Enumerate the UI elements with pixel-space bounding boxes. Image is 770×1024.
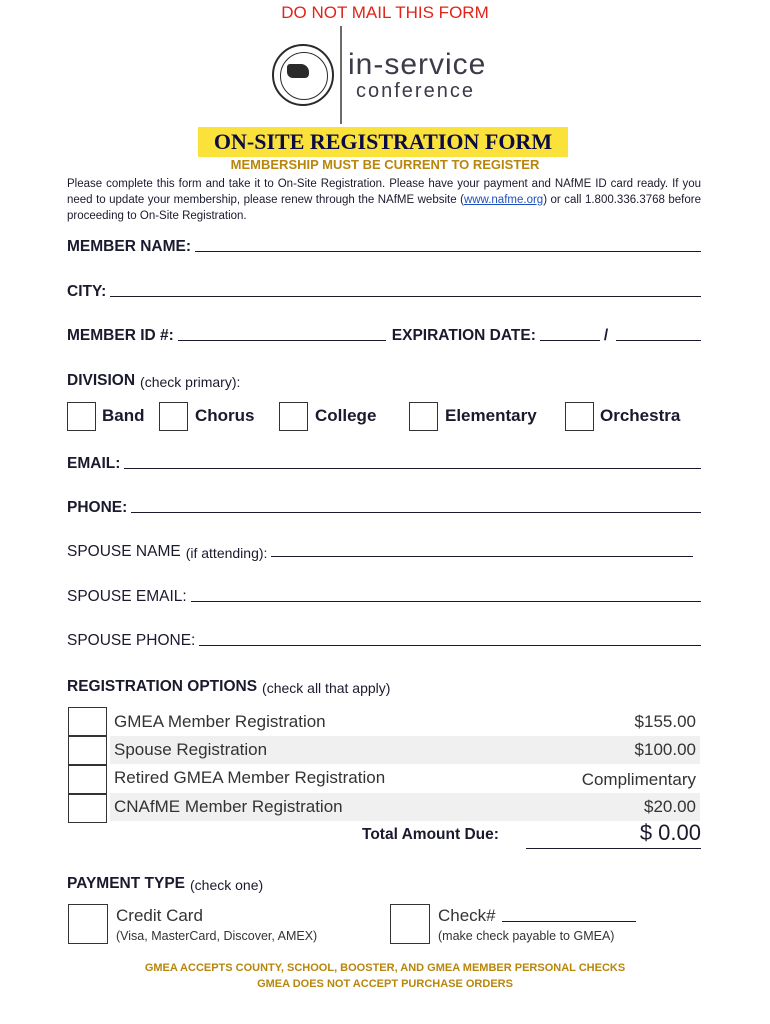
registration-option-label: GMEA Member Registration <box>114 712 326 731</box>
credit-card-checkbox[interactable] <box>68 904 108 944</box>
expiration-month-line[interactable] <box>540 339 600 341</box>
college-label: College <box>315 406 377 425</box>
spouse-phone-field[interactable] <box>67 632 701 650</box>
payment-type-hint: (check one) <box>190 877 264 893</box>
total-amount-field[interactable]: $ 0.00 <box>526 820 701 849</box>
spouse-name-label: SPOUSE NAME <box>67 543 181 560</box>
band-checkbox[interactable] <box>67 402 96 431</box>
member-id-label: MEMBER ID #: <box>67 327 174 344</box>
payment-type-heading <box>67 875 701 893</box>
credit-card-note: (Visa, MasterCard, Discover, AMEX) <box>116 929 318 943</box>
registration-options-heading <box>67 678 701 696</box>
elementary-checkbox[interactable] <box>409 402 438 431</box>
footer-line-2: GMEA DOES NOT ACCEPT PURCHASE ORDERS <box>257 978 513 990</box>
expiration-year-line[interactable] <box>616 339 701 341</box>
gmea-member-registration-checkbox[interactable] <box>68 707 107 736</box>
do-not-mail-warning: DO NOT MAIL THIS FORM <box>281 3 489 22</box>
phone-line[interactable] <box>131 511 701 513</box>
email-field[interactable] <box>67 455 701 473</box>
total-amount-label: Total Amount Due: <box>362 826 499 843</box>
orchestra-checkbox[interactable] <box>565 402 594 431</box>
chorus-checkbox[interactable] <box>159 402 188 431</box>
association-seal-logo <box>272 44 334 106</box>
registration-option-price: Complimentary <box>581 770 696 789</box>
registration-option-price: $100.00 <box>634 740 696 759</box>
check-number-field[interactable] <box>438 906 636 926</box>
logo-subtitle: conference <box>356 80 475 102</box>
member-name-line[interactable] <box>195 250 701 252</box>
registration-option-label: CNAfME Member Registration <box>114 797 343 816</box>
footer-line-1: GMEA ACCEPTS COUNTY, SCHOOL, BOOSTER, AND GMEA MEMBER PERSONAL CHECKS <box>144 962 626 974</box>
check-number-line[interactable] <box>502 920 636 922</box>
georgia-map-icon <box>287 64 309 78</box>
registration-option-row <box>110 764 700 792</box>
member-name-field[interactable] <box>67 238 701 256</box>
city-label: CITY: <box>67 283 107 300</box>
spouse-name-field[interactable] <box>67 543 701 561</box>
division-row <box>67 372 701 390</box>
registration-option-label: Spouse Registration <box>114 740 268 759</box>
phone-field[interactable] <box>67 499 701 517</box>
registration-option-price: $155.00 <box>634 712 696 731</box>
check-note: (make check payable to GMEA) <box>438 929 615 943</box>
check-number-label: Check# <box>438 906 496 925</box>
membership-note: MEMBERSHIP MUST BE CURRENT TO REGISTER <box>230 157 540 172</box>
division-hint: (check primary): <box>140 374 241 390</box>
college-checkbox[interactable] <box>279 402 308 431</box>
chorus-label: Chorus <box>195 406 255 425</box>
form-title: ON-SITE REGISTRATION FORM <box>198 127 568 157</box>
spouse-email-line[interactable] <box>191 600 701 602</box>
elementary-label: Elementary <box>445 406 537 425</box>
member-id-line[interactable] <box>178 339 386 341</box>
spouse-phone-line[interactable] <box>199 644 701 646</box>
band-label: Band <box>102 406 145 425</box>
spouse-phone-label: SPOUSE PHONE: <box>67 632 196 649</box>
nafme-link[interactable]: www.nafme.org <box>463 194 544 206</box>
expiration-separator: / <box>603 327 609 344</box>
spouse-email-label: SPOUSE EMAIL: <box>67 588 187 605</box>
orchestra-label: Orchestra <box>600 406 681 425</box>
logo-title: in-service <box>348 48 487 81</box>
logo-divider <box>340 26 342 124</box>
spouse-name-hint: (if attending): <box>185 545 268 561</box>
payment-type-label: PAYMENT TYPE <box>67 875 185 892</box>
spouse-email-field[interactable] <box>67 588 701 606</box>
registration-option-row <box>110 793 700 821</box>
registration-option-price: $20.00 <box>644 797 696 816</box>
registration-option-row <box>110 736 700 764</box>
registration-option-label: Retired GMEA Member Registration <box>114 768 386 787</box>
expiration-date-label: EXPIRATION DATE: <box>391 327 536 344</box>
member-id-row <box>67 327 701 345</box>
phone-label: PHONE: <box>67 499 128 516</box>
division-label: DIVISION <box>67 372 136 389</box>
registration-options-label: REGISTRATION OPTIONS <box>67 678 258 695</box>
retired-member-registration-checkbox[interactable] <box>68 765 107 794</box>
email-line[interactable] <box>124 467 701 469</box>
city-line[interactable] <box>110 295 701 297</box>
member-name-label: MEMBER NAME: <box>67 238 191 255</box>
cnafme-member-registration-checkbox[interactable] <box>68 794 107 823</box>
check-checkbox[interactable] <box>390 904 430 944</box>
registration-options-hint: (check all that apply) <box>262 680 391 696</box>
spouse-registration-checkbox[interactable] <box>68 736 107 765</box>
credit-card-label: Credit Card <box>116 906 203 925</box>
city-field[interactable] <box>67 283 701 301</box>
intro-paragraph: Please complete this form and take it to On-Site Registration. Please have your payment and NAfME ID card ready. If you need to update your membership, please renew through the NAfME website (www.nafme.org) or call 1.800.336.3768 before proceeding to On-Site Registration. <box>67 178 701 222</box>
registration-option-row <box>110 708 700 736</box>
email-label: EMAIL: <box>67 455 121 472</box>
spouse-name-line[interactable] <box>271 555 693 557</box>
